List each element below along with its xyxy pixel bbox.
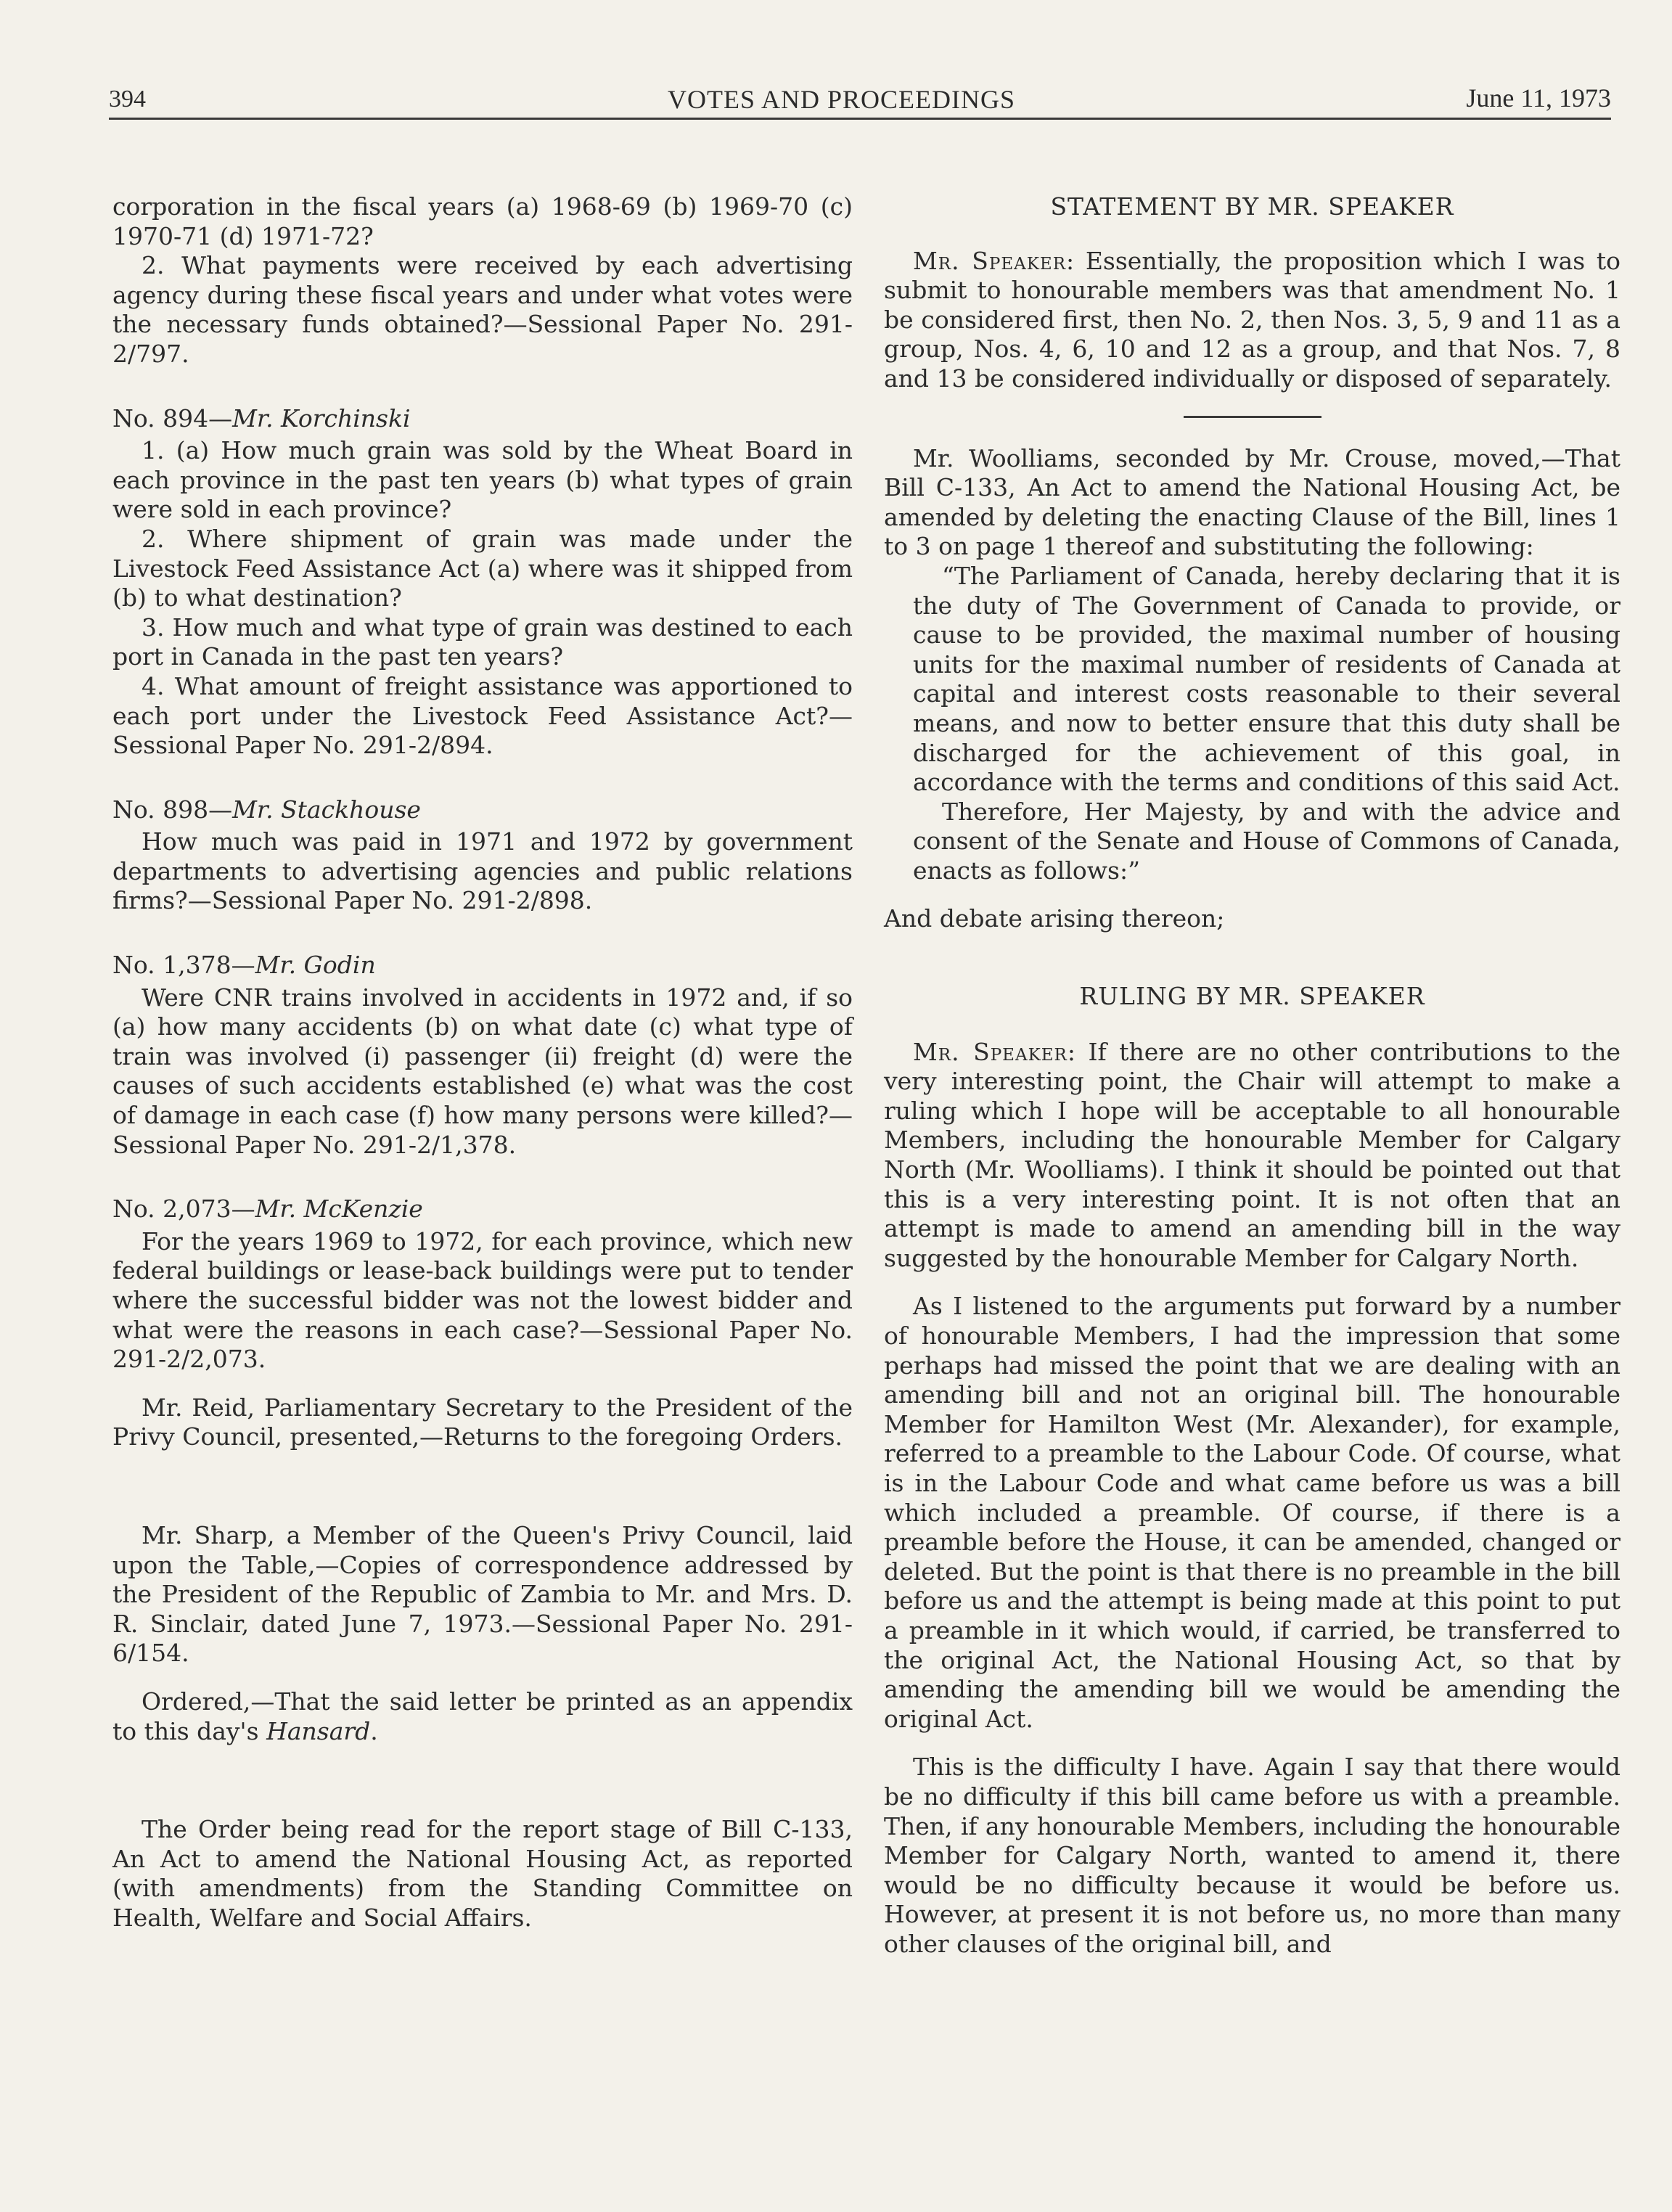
question-number: No. 894— bbox=[112, 404, 233, 433]
ruling-paragraph: As I listened to the arguments put forward by a number of honourable Members, I had the impression that some perhaps had missed the point that we are dealing with an amending bill and not an original bill. The honourable Member for Hamilton West (Mr. Alexander), for example, referred to a preamble to the Labour Code. Of course, what is in the Labour Code and what came before us was a bill which included a preamble. Of course, if there is a preamble before the House, it can be amended, changed or deleted. But the point is that there is no preamble in the bill before us and the attempt is being made at this point to put a preamble in it which would, if carried, be transferred to the original Act, the National Housing Act, so that by amending the amending bill we would be amending the original Act. bbox=[884, 1292, 1620, 1733]
tabled-paragraph: Mr. Sharp, a Member of the Queen's Privy Council, laid upon the Table,—Copies of correspondence addressed by the President of the Republic of Zambia to Mr. and Mrs. D. R. Sinclair, dated June 7, 1973.—Sessional Paper No. 291-6/154. bbox=[112, 1520, 853, 1668]
question-part: 1. (a) How much grain was sold by the Wheat Board in each province in the past ten years (b) what types of grain were sold in each province? bbox=[112, 436, 853, 524]
question-heading-1378 bbox=[112, 951, 853, 980]
question-body: How much was paid in 1971 and 1972 by government departments to advertising agencies and public relations firms?—Sessional Paper No. 291-2/898. bbox=[112, 827, 853, 915]
running-title: VOTES AND PROCEEDINGS bbox=[668, 85, 1016, 114]
speaker-label: Mr. Speaker bbox=[913, 1037, 1067, 1066]
question-number: No. 1,378— bbox=[112, 951, 255, 980]
statement-paragraph: Mr. Speaker: Essentially, the proposition which I was to submit to honourable members was that amendment No. 1 be considered first, then No. 2, then Nos. 3, 5, 9 and 11 as a group, Nos. 4, 6, 10 and 12 as a group, and that Nos. 7, 8 and 13 be considered individually or disposed of separately. bbox=[884, 246, 1620, 393]
question-number: No. 2,073— bbox=[112, 1195, 255, 1224]
statement-heading: STATEMENT BY MR. SPEAKER bbox=[1050, 192, 1454, 221]
question-heading-2073 bbox=[112, 1195, 853, 1224]
question-part: 3. How much and what type of grain was destined to each port in Canada in the past ten years? bbox=[112, 613, 853, 671]
question-body: Were CNR trains involved in accidents in 1972 and, if so (a) how many accidents (b) on what date (c) what type of train was involved (i) passenger (ii) freight (d) were the causes of such accidents established (e) what was the cost of damage in each case (f) how many persons were killed?—Sessional Paper No. 291-2/1,378. bbox=[112, 983, 853, 1159]
member-name: Mr. McKenzie bbox=[255, 1195, 423, 1224]
question-number: No. 898— bbox=[112, 795, 233, 824]
ruling-heading: RULING BY MR. SPEAKER bbox=[1079, 982, 1425, 1011]
left-column bbox=[112, 192, 853, 1933]
question-heading-898 bbox=[112, 795, 853, 825]
quoted-clause-enacting: Therefore, Her Majesty, by and with the advice and consent of the Senate and House of Commons of Canada, enacts as follows:” bbox=[913, 797, 1620, 885]
page-number: 394 bbox=[109, 86, 146, 112]
quoted-clause: “The Parliament of Canada, hereby declaring that it is the duty of The Government of Canada to provide, or cause to be provided, the maximal number of housing units for the maximal number of residents of Canada at capital and interest costs reasonable to their several means, and now to better ensure that this duty shall be discharged for the achievement of this goal, in accordance with the terms and conditions of this said Act. bbox=[913, 561, 1620, 797]
question-part-2: 2. What payments were received by each advertising agency during these fiscal years and under what votes were the necessary funds obtained?—Sessional Paper No. 291-2/797. bbox=[112, 251, 853, 368]
header-date: June 11, 1973 bbox=[1466, 83, 1611, 112]
returns-paragraph: Mr. Reid, Parliamentary Secretary to the President of the Privy Council, presented,—Returns to the foregoing Orders. bbox=[112, 1393, 853, 1451]
debate-line: And debate arising thereon; bbox=[884, 904, 1225, 933]
right-column bbox=[884, 192, 1620, 1959]
header-rule bbox=[109, 118, 1611, 120]
speaker-label: Mr. Speaker bbox=[913, 246, 1067, 275]
section-divider bbox=[1184, 416, 1321, 418]
question-heading-894 bbox=[112, 404, 853, 434]
question-part: 2. Where shipment of grain was made under the Livestock Feed Assistance Act (a) where was it shipped from (b) to what destination? bbox=[112, 524, 853, 613]
member-name: Mr. Korchinski bbox=[232, 404, 411, 433]
question-part: 4. What amount of freight assistance was apportioned to each port under the Livestock Feed Assistance Act?—Sessional Paper No. 291-2/894. bbox=[112, 671, 853, 760]
ruling-paragraph: This is the difficulty I have. Again I say that there would be no difficulty if this bill came before us with a preamble. Then, if any honourable Members, including the honourable Member for Calgary North, wanted to amend it, there would be no difficulty because it would be before us. However, at present it is not before us, no more than many other clauses of the original bill, and bbox=[884, 1753, 1620, 1958]
page-header bbox=[109, 78, 1611, 122]
member-name: Mr. Godin bbox=[255, 951, 376, 980]
question-body: For the years 1969 to 1972, for each province, which new federal buildings or lease-back buildings were put to tender where the successful bidder was not the lowest bidder and what were the reasons in each case?—Sessional Paper No. 291-2/2,073. bbox=[112, 1226, 853, 1374]
paragraph-continuation: corporation in the fiscal years (a) 1968-69 (b) 1969-70 (c) 1970-71 (d) 1971-72? bbox=[112, 192, 853, 250]
ordered-paragraph: Ordered,—That the said letter be printed as an appendix to this day's Hansard. bbox=[112, 1687, 853, 1745]
order-read-paragraph: The Order being read for the report stage of Bill C-133, An Act to amend the National Housing Act, as reported (with amendments) from the Standing Committee on Health, Welfare and Social Affairs. bbox=[112, 1815, 853, 1932]
ruling-paragraph: Mr. Speaker: If there are no other contributions to the very interesting point, the Chair will attempt to make a ruling which I hope will be acceptable to all honourable Members, including the honourable Member for Calgary North (Mr. Woolliams). I think it should be pointed out that this is a very interesting point. It is not often that an attempt is made to amend an amending bill in the way suggested by the honourable Member for Calgary North. bbox=[884, 1037, 1620, 1272]
member-name: Mr. Stackhouse bbox=[232, 795, 421, 824]
hansard-title: Hansard bbox=[266, 1716, 371, 1745]
motion-paragraph: Mr. Woolliams, seconded by Mr. Crouse, moved,—That Bill C-133, An Act to amend the National Housing Act, be amended by deleting the enacting Clause of the Bill, lines 1 to 3 on page 1 thereof and substituting the following: bbox=[884, 443, 1620, 561]
